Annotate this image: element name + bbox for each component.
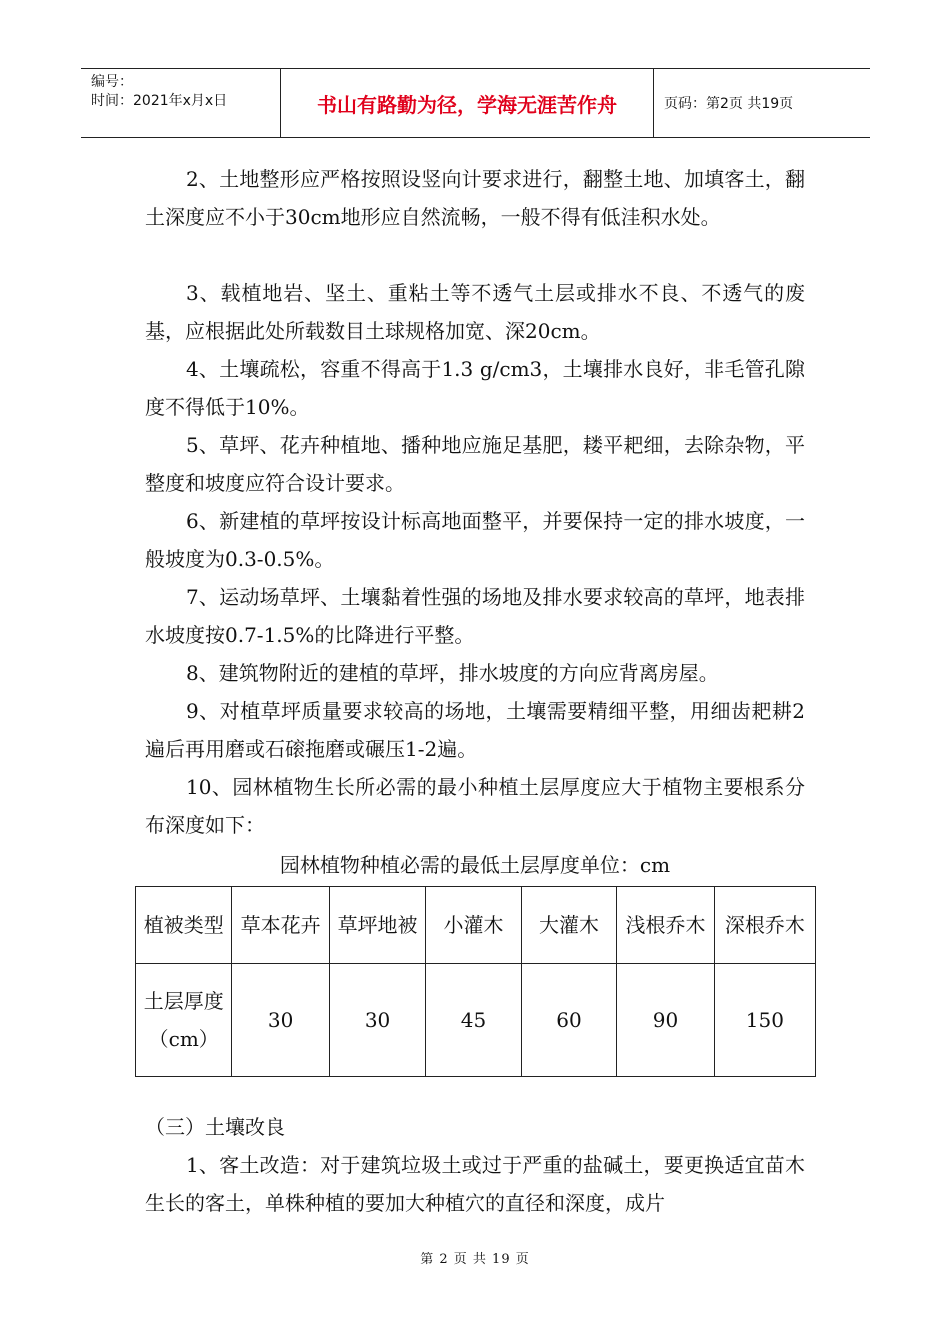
table-caption: 园林植物种植必需的最低土层厚度单位：cm bbox=[279, 853, 671, 877]
header-motto: 书山有路勤为径，学海无涯苦作舟 bbox=[281, 69, 654, 137]
table-cell: 60 bbox=[521, 964, 617, 1077]
table-header-row bbox=[136, 887, 816, 964]
table-cell: 45 bbox=[426, 964, 522, 1077]
paragraph-8: 8、建筑物附近的建植的草坪，排水坡度的方向应背离房屋。 bbox=[186, 661, 719, 685]
paragraph-9: 9、对植草坪质量要求较高的场地，土壤需要精细平整，用细齿耙耕2遍后再用磨或石磙拖磨或碾压1-2遍。 bbox=[145, 699, 805, 761]
table-cell: 30 bbox=[232, 964, 329, 1077]
paragraph-3: 3、载植地岩、坚土、重粘土等不透气土层或排水不良、不透气的废基，应根据此处所载数目土球规格加宽、深20cm。 bbox=[145, 281, 805, 343]
paragraph-6: 6、新建植的草坪按设计标高地面整平，并要保持一定的排水坡度，一般坡度为0.3-0.5%。 bbox=[145, 509, 805, 571]
table-cell: 30 bbox=[329, 964, 425, 1077]
soil-depth-table bbox=[135, 886, 816, 1077]
paragraph-7: 7、运动场草坪、土壤黏着性强的场地及排水要求较高的草坪，地表排水坡度按0.7-1.5%的比降进行平整。 bbox=[145, 585, 805, 647]
section-heading: （三）土壤改良 bbox=[145, 1115, 285, 1139]
table-cell: 90 bbox=[617, 964, 714, 1077]
table-header-cell: 草本花卉 bbox=[232, 887, 329, 964]
table-header-cell: 植被类型 bbox=[136, 887, 232, 964]
table-header-cell: 深根乔木 bbox=[714, 887, 815, 964]
document-number-label: 编号： bbox=[91, 74, 133, 90]
header-page-info: 页码：第2页 共19页 bbox=[664, 96, 794, 112]
table-row-label: 土层厚度（cm） bbox=[136, 964, 232, 1077]
page-header bbox=[81, 68, 870, 138]
paragraph-10: 10、园林植物生长所必需的最小种植土层厚度应大于植物主要根系分布深度如下： bbox=[145, 775, 805, 837]
table-header-cell: 草坪地被 bbox=[329, 887, 425, 964]
table-row bbox=[136, 964, 816, 1077]
table-cell: 150 bbox=[714, 964, 815, 1077]
document-time-label: 时间：2021年x月x日 bbox=[91, 93, 228, 109]
table-header-cell: 大灌木 bbox=[521, 887, 617, 964]
table-header-cell: 浅根乔木 bbox=[617, 887, 714, 964]
paragraph-2: 2、土地整形应严格按照设竖向计要求进行，翻整土地、加填客土，翻土深度应不小于30cm地形应自然流畅，一般不得有低洼积水处。 bbox=[145, 167, 805, 229]
header-meta bbox=[81, 69, 281, 137]
page-footer: 第 2 页 共 19 页 bbox=[420, 1252, 530, 1267]
section-paragraph-1: 1、客土改造：对于建筑垃圾土或过于严重的盐碱土，要更换适宜苗木生长的客土，单株种植的要加大种植穴的直径和深度，成片 bbox=[145, 1153, 805, 1215]
table-header-cell: 小灌木 bbox=[426, 887, 522, 964]
paragraph-4: 4、土壤疏松，容重不得高于1.3 g/cm3，土壤排水良好，非毛管孔隙度不得低于10%。 bbox=[145, 357, 805, 419]
paragraph-5: 5、草坪、花卉种植地、播种地应施足基肥，耧平耙细，去除杂物，平整度和坡度应符合设计要求。 bbox=[145, 433, 805, 495]
